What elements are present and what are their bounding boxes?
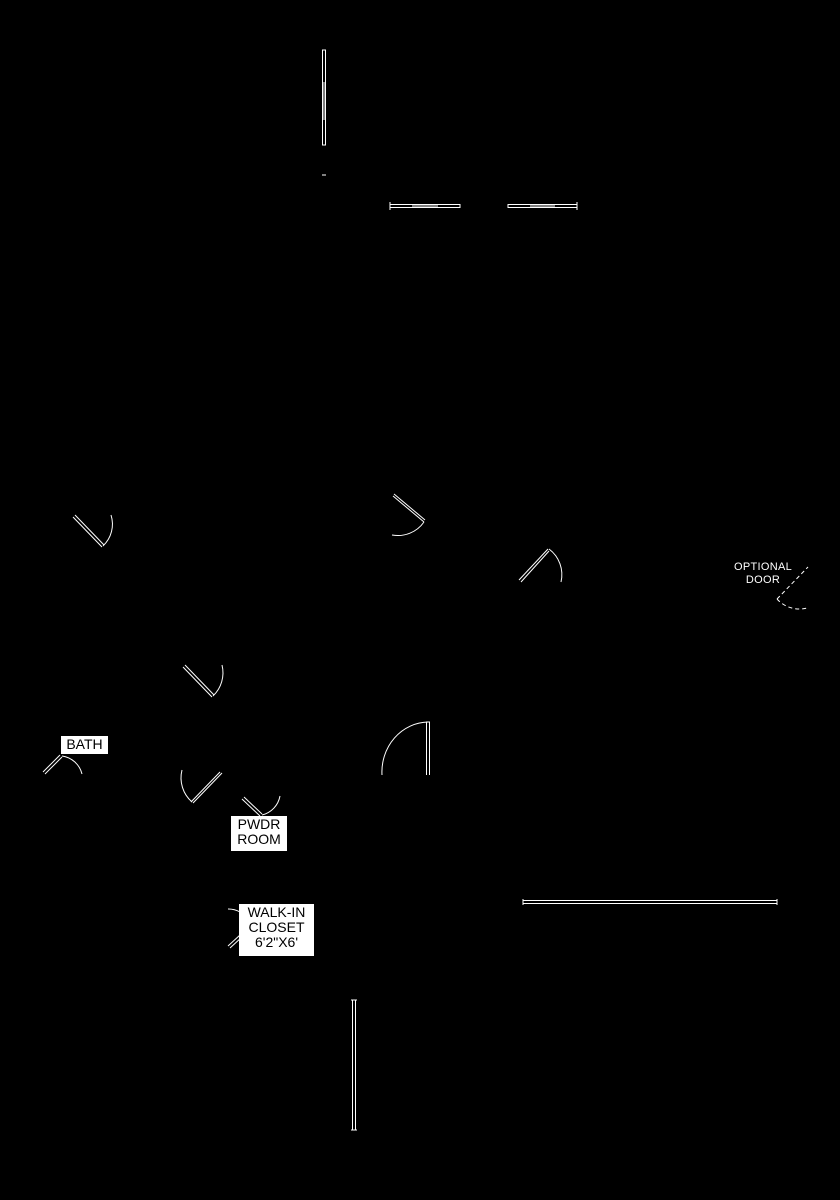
room-label-powder-line2: ROOM bbox=[237, 831, 281, 847]
room-label-bath bbox=[61, 736, 108, 754]
room-label-powder-room bbox=[231, 816, 287, 851]
room-label-bath-text: BATH bbox=[66, 736, 103, 752]
room-label-closet-line2: CLOSET bbox=[248, 919, 305, 935]
wall-segment-bottom bbox=[351, 1000, 357, 1130]
window-top-left-horizontal bbox=[390, 202, 460, 210]
door-swing-left-upper bbox=[73, 515, 112, 547]
door-swing-pwdr-room bbox=[242, 796, 280, 816]
window-top-right-horizontal bbox=[508, 202, 577, 210]
optional-door-label bbox=[729, 561, 797, 589]
room-label-closet-dimensions: 6'2"X6' bbox=[254, 934, 298, 950]
door-swing-center-top bbox=[392, 494, 425, 536]
wall-segment-right bbox=[523, 899, 777, 905]
optional-door-label-line1: OPTIONAL bbox=[733, 561, 793, 573]
room-label-closet-line1: WALK-IN bbox=[247, 904, 306, 920]
door-swing-large-right bbox=[382, 722, 430, 775]
door-swing-mid-left bbox=[183, 665, 223, 697]
room-label-powder-line1: PWDR bbox=[237, 816, 281, 832]
door-swing-bath bbox=[43, 755, 82, 774]
door-swing-center-right bbox=[519, 549, 562, 582]
room-label-walk-in-closet bbox=[239, 904, 314, 956]
window-top-vertical bbox=[322, 50, 326, 175]
optional-door-label-line2: DOOR bbox=[745, 574, 781, 586]
door-swing-lower-center bbox=[181, 770, 222, 803]
